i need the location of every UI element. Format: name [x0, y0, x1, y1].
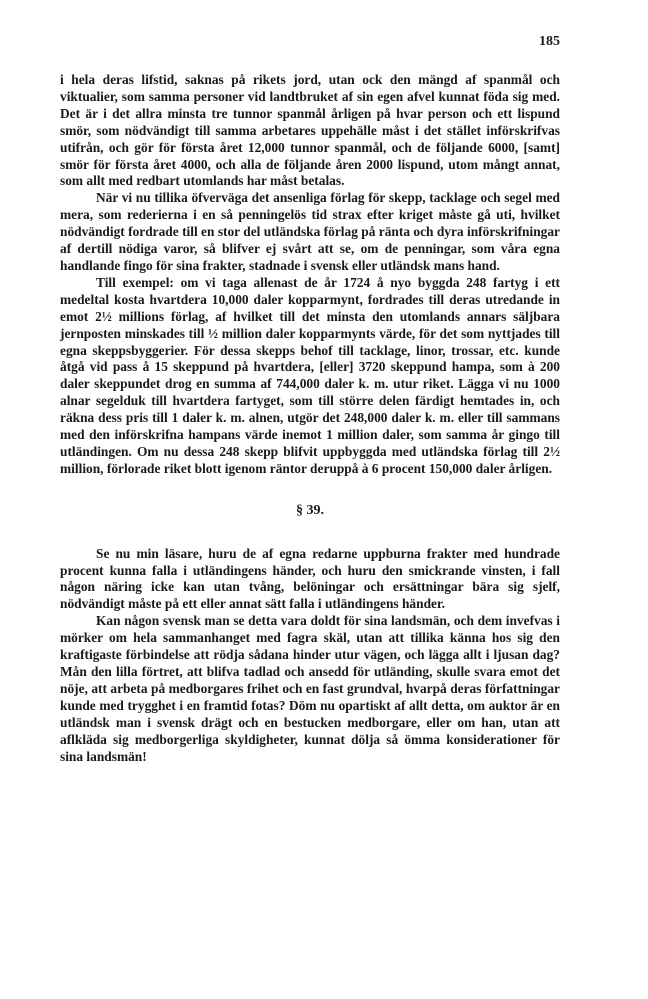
page-number: 185: [539, 34, 560, 49]
section-heading: § 39.: [296, 502, 324, 518]
paragraph: Till exempel: om vi taga allenast de år 1724 å nyo byggda 248 fartyg i ett medeltal kosta hvartdera 10,000 daler kopparmynt, fordrades till deras utredande in emot 2½ millions förlag, af hvilket till det minsta den utomlands annars säljbara jernposten minskades till ½ million daler kopparmynts värde, för det som nyttjades till egna skeppsbyggerier. För dessa skepps behof till tacklage, linor, trossar, etc. kunde åtgå vid pass å 15 skeppund på hvartdera, [eller] 3720 skeppund hampa, som à 200 daler skeppundet drog en summa af 744,000 daler k. m. utur riket. Lägga vi nu 1000 alnar segelduk till hvartdera fartyget, som till större delen färdigt hemtades in, och räkna dess pris till 1 daler k. m. alnen, utgör det 248,000 daler k. m. eller till sammans med den införskrifna hampans värde inemot 1 million daler, som samma år gingo till utländingen. Om nu dessa 248 skepp blifvit uppbyggda med utländska förlag till 2½ million, förlorade riket blott igenom räntor deruppå à 6 procent 150,000 daler årligen.: [60, 274, 560, 476]
paragraph: När vi nu tillika öfverväga det ansenliga förlag för skepp, tacklage och segel med mera, som rederierna i en så penningelös tid strax efter kriget måste gå uti, hvilket nödvändigt fordrade till en stor del utländska förlag på ränta och dyra införskrifningar af dertill nödiga varor, så blifver ej svårt att se, om de penningar, som våra egna handlande fingo för sina frakter, stadnade i svensk eller utländsk mans hand.: [60, 190, 560, 273]
book-page: [60, 0, 560, 999]
paragraph: i hela deras lifstid, saknas på rikets jord, utan ock den mängd af spanmål och viktualier, som samma personer vid landtbruket af sin egen afvel kunnat föda sig med. Det är i det allra minsta tre tunnor spanmål årligen på hvar person och ett lispund smör, som nödvändigt till samma arbetares uppehälle måst i det stället införskrifvas utifrån, och gör för första året 12,000 tunnor spanmål, och de följande 6000, [samt] smör för första året 4000, och alla de följande åren 2000 lispund, utom mångt annat, som allt med redbart utomlands har måst betalas.: [60, 72, 560, 189]
paragraph: Se nu min läsare, huru de af egna redarne uppburna frakter med hundrade procent kunna falla i utländingens händer, och huru den smickrande vinsten, i fall någon näring icke kan utan tvång, belöningar och ersättningar bära sig sjelf, nödvändigt måste på ett eller annat sätt falla i utländingens händer.: [60, 545, 560, 612]
paragraph: Kan någon svensk man se detta vara doldt för sina landsmän, och dem invefvas i mörker om hela sammanhanget med fagra skäl, utan att tillika känna hos sig den kraftigaste förbindelse att rödja sådana hinder utur vägen, och lägga allt i ljusan dag? Mån den lilla förtret, att blifva tadlad och ansedd för utländing, skulle svara emot det nöje, att arbeta på medborgares frihet och en fast grundval, hvarpå deras författningar kunde med trygghet i en framtid fotas? Döm nu opartiskt af allt detta, om auktor är en utländsk man i svensk drägt och en bestucken medborgare, eller om han, utan att aflkläda sig medborgerliga skyldigheter, kunnat dölja så ömma konsiderationer för sina landsmän!: [60, 613, 560, 764]
body-text: [60, 72, 560, 765]
